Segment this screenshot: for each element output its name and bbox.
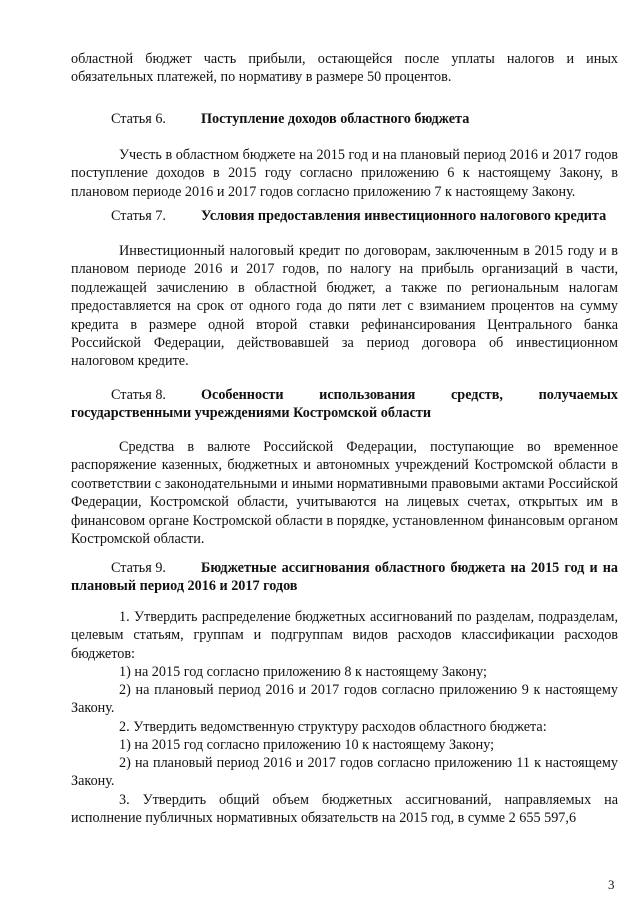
article-9-item-1-sub-1: 1) на 2015 год согласно приложению 8 к настоящему Закону; <box>119 664 487 680</box>
article-7-heading <box>71 207 618 225</box>
article-7-title: Условия предоставления инвестиционного налогового кредита <box>201 208 607 224</box>
page-number: 3 <box>608 877 615 892</box>
article-9-item-1-sub-2: 2) на плановый период 2016 и 2017 годов согласно приложению 9 к настоящему Закону. <box>71 682 618 717</box>
article-6-label: Статья 6. <box>111 111 166 127</box>
article-6-text: Учесть в областном бюджете на 2015 год и на плановый период 2016 и 2017 годов поступление доходов в 2015 году согласно приложению 6 к настоящему Закону, в плановом периоде 2016 и 2017 годов согласно приложению 7 к настоящему Закону. <box>71 147 618 200</box>
article-9-heading <box>71 559 618 596</box>
article-8-title: Особенности использования средств, получаемых государственными учреждениями Костромской области <box>71 387 618 422</box>
article-9-item-1: 1. Утвердить распределение бюджетных ассигнований по разделам, подразделам, целевым статьям, группам и подгруппам видов расходов классификации расходов бюджетов: <box>71 609 618 662</box>
intro-paragraph: областной бюджет часть прибыли, остающейся после уплаты налогов и иных обязательных платежей, по нормативу в размере 50 процентов. <box>71 51 618 86</box>
article-9-title: Бюджетные ассигнования областного бюджета на 2015 год и на плановый период 2016 и 2017 годов <box>71 560 618 595</box>
article-7-text: Инвестиционный налоговый кредит по договорам, заключенным в 2015 году и в плановом периоде 2016 и 2017 годов, по налогу на прибыль организаций в части, подлежащей зачислению в областной бюджет, а также по региональным налогам предоставляется на срок от одного года до пяти лет с взиманием процентов на сумму кредита в размере одной второй ставки рефинансирования Центрального банка Российской Федерации, действовавшей за период договора об инвестиционном налоговом кредите. <box>71 243 618 370</box>
article-9-item-2: 2. Утвердить ведомственную структуру расходов областного бюджета: <box>119 719 547 735</box>
article-7-label: Статья 7. <box>111 208 166 224</box>
article-9-item-2-sub-1: 1) на 2015 год согласно приложению 10 к настоящему Закону; <box>119 737 495 753</box>
article-9-label: Статья 9. <box>111 560 166 576</box>
article-6-title: Поступление доходов областного бюджета <box>201 111 470 127</box>
article-9-item-3: 3. Утвердить общий объем бюджетных ассигнований, направляемых на исполнение публичных нормативных обязательств на 2015 год, в сумме 2 655 597,6 <box>71 792 618 827</box>
article-6-heading <box>71 110 618 128</box>
article-9-item-2-sub-2: 2) на плановый период 2016 и 2017 годов согласно приложению 11 к настоящему Закону. <box>71 755 618 790</box>
article-8-label: Статья 8. <box>111 387 166 403</box>
article-8-heading <box>71 386 618 423</box>
article-8-text: Средства в валюте Российской Федерации, поступающие во временное распоряжение казенных, бюджетных и автономных учреждений Костромской области в соответствии с законодательными и иными нормативными правовыми актами Российской Федерации, Костромской области, учитываются на лицевых счетах, открытых им в финансовом органе Костромской области в порядке, установленном финансовым органом Костромской области. <box>71 439 618 548</box>
